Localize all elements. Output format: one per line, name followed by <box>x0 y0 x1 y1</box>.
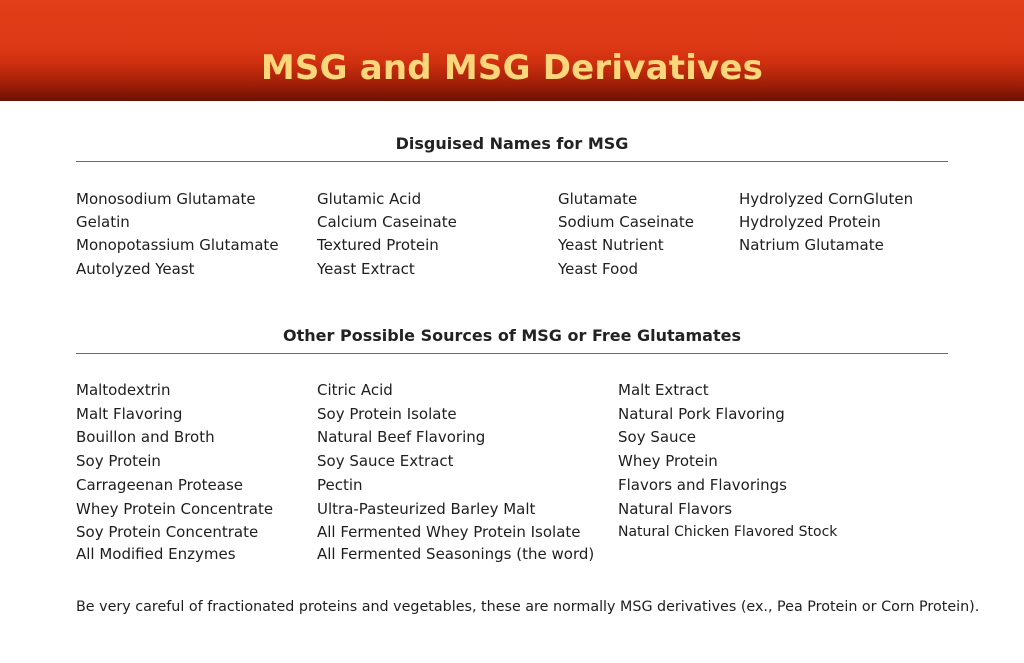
other-sources-column-3 <box>618 379 837 545</box>
list-item: Glutamate <box>558 190 638 208</box>
list-item: Natrium Glutamate <box>739 236 884 255</box>
section-divider <box>76 161 948 162</box>
disguised-names-column-3 <box>558 188 694 281</box>
list-item: Pectin <box>317 475 363 494</box>
list-item: Soy Sauce <box>618 428 697 447</box>
list-item: Yeast Food <box>558 259 639 278</box>
list-item: Soy Protein Isolate <box>317 404 457 423</box>
list-item: Natural Beef Flavoring <box>317 428 486 447</box>
list-item: Soy Protein <box>76 452 161 471</box>
list-item: Calcium Caseinate <box>317 213 457 232</box>
list-item: Natural Pork Flavoring <box>618 404 785 423</box>
list-item: Hydrolyzed Protein <box>739 213 881 232</box>
list-item: Bouillon and Broth <box>76 428 215 447</box>
list-item: Monosodium Glutamate <box>76 190 256 208</box>
list-item: Ultra-Pasteurized Barley Malt <box>317 499 536 518</box>
page-title: MSG and MSG Derivatives <box>260 48 764 88</box>
list-item: Sodium Caseinate <box>558 213 694 232</box>
list-item: Soy Protein Concentrate <box>76 523 259 542</box>
list-item: Autolyzed Yeast <box>76 259 195 278</box>
list-item: Yeast Nutrient <box>558 236 664 255</box>
list-item: Natural Chicken Flavored Stock <box>618 524 838 541</box>
title-banner <box>0 0 1024 101</box>
list-item: Textured Protein <box>317 236 439 255</box>
disguised-names-column-1 <box>76 188 279 281</box>
footnote: Be very careful of fractionated proteins and vegetables, these are normally MSG derivatives (ex., Pea Protein or Corn Protein). <box>76 599 980 615</box>
list-item: Soy Sauce Extract <box>317 452 454 471</box>
list-item: Natural Flavors <box>618 499 733 518</box>
list-item: Monopotassium Glutamate <box>76 236 279 255</box>
list-item: All Modified Enzymes <box>76 544 236 563</box>
list-item: Yeast Extract <box>317 259 415 278</box>
section-divider <box>76 353 948 354</box>
list-item: Flavors and Flavorings <box>618 475 787 494</box>
list-item: Malt Extract <box>618 381 709 399</box>
list-item: Hydrolyzed CornGluten <box>739 190 914 208</box>
list-item: All Fermented Seasonings (the word) <box>317 544 595 563</box>
disguised-names-column-2 <box>317 188 457 281</box>
section-heading-other-sources: Other Possible Sources of MSG or Free Glutamates <box>283 326 741 345</box>
list-item: Malt Flavoring <box>76 404 183 423</box>
list-item: Citric Acid <box>317 381 393 399</box>
disguised-names-column-4 <box>739 188 913 258</box>
list-item: Carrageenan Protease <box>76 475 244 494</box>
other-sources-column-1 <box>76 379 273 567</box>
list-item: Whey Protein <box>618 452 718 471</box>
list-item: Gelatin <box>76 213 130 232</box>
list-item: Maltodextrin <box>76 381 171 399</box>
list-item: All Fermented Whey Protein Isolate <box>317 523 581 542</box>
section-heading-disguised-names: Disguised Names for MSG <box>395 134 629 153</box>
list-item: Whey Protein Concentrate <box>76 499 274 518</box>
other-sources-column-2 <box>317 379 594 567</box>
list-item: Glutamic Acid <box>317 190 422 208</box>
